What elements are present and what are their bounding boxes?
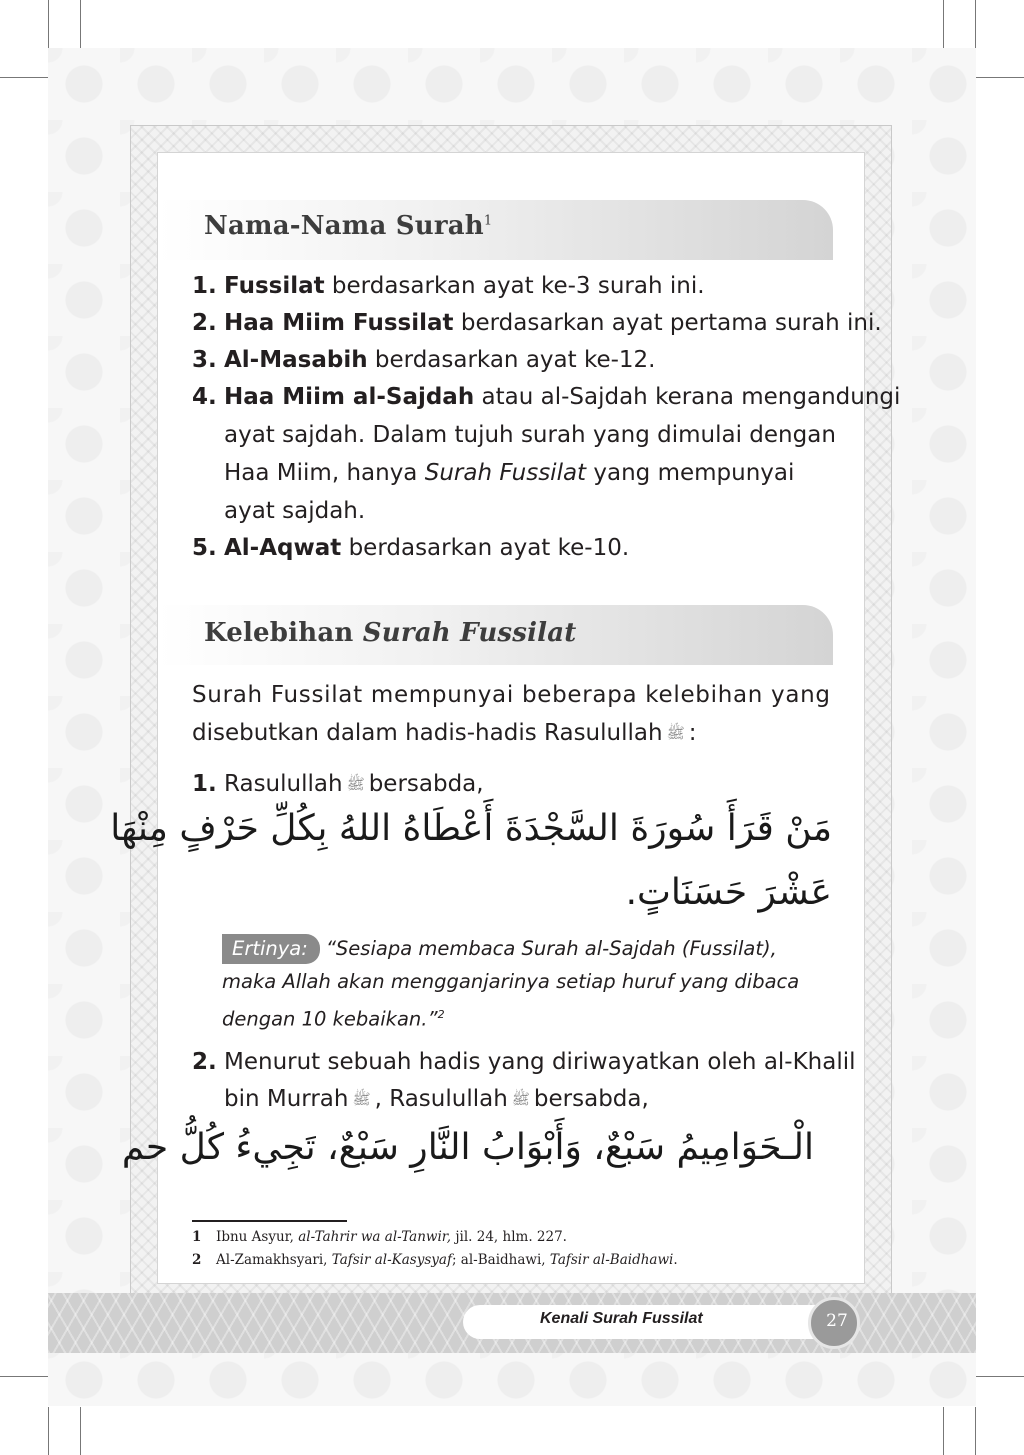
- section-title-text: Nama-Nama Surah: [204, 211, 484, 241]
- crop-mark: [0, 1376, 48, 1377]
- list-item: [224, 268, 705, 305]
- footer-book-title: Kenali Surah Fussilat: [540, 1310, 703, 1327]
- list-item: [224, 342, 655, 379]
- list-item-bold: Al-Masabih: [224, 347, 368, 373]
- text: bersabda,: [368, 771, 484, 797]
- crop-mark: [943, 1407, 944, 1455]
- salawat-icon: ﷺ: [666, 724, 685, 742]
- translation-line: [222, 998, 812, 1036]
- list-item-text: atau al-Sajdah kerana mengandungi: [474, 384, 901, 410]
- text: “Sesiapa membaca Surah al-Sajdah (Fussilat),: [325, 937, 777, 960]
- list-item: Menurut sebuah hadis yang diriwayatkan oleh al-Khalil: [224, 1049, 856, 1075]
- salawat-icon: ﷺ: [346, 775, 365, 793]
- crop-mark: [975, 1407, 976, 1455]
- italic-text: Surah Fussilat: [424, 460, 587, 486]
- section-title-nama-nama-surah: [204, 211, 492, 241]
- list-number: 5.: [192, 535, 217, 561]
- footnote-number: 1: [192, 1229, 202, 1245]
- list-item: [224, 305, 882, 342]
- list-item-continuation: ayat sajdah.: [224, 498, 366, 524]
- arabic-hadith-line: عَشْرَ حَسَنَاتٍ.: [625, 872, 832, 913]
- arabic-hadith-line: الْـحَوَامِيمُ سَبْعٌ، وَأَبْوَابُ النَّارِ سَبْعٌ، تَجِيءُ كُلُّ حم: [121, 1127, 814, 1168]
- crop-mark: [976, 1376, 1024, 1377]
- text: Ibnu Asyur,: [216, 1229, 299, 1245]
- list-item-text: berdasarkan ayat ke-3 surah ini.: [324, 273, 705, 299]
- page-number: 27: [826, 1311, 848, 1331]
- ertinya-badge: Ertinya:: [222, 934, 320, 964]
- footnote-number: 2: [192, 1252, 202, 1268]
- crop-mark: [48, 0, 49, 48]
- text: Al-Zamakhsyari,: [216, 1252, 332, 1268]
- text: yang mempunyai: [586, 460, 795, 486]
- radiallahu-icon: ﷺ: [352, 1090, 371, 1108]
- footnote: [192, 1252, 678, 1268]
- list-item-bold: Haa Miim al-Sajdah: [224, 384, 475, 410]
- text: ; al-Baidhawi,: [451, 1252, 550, 1268]
- text: , Rasulullah: [374, 1086, 508, 1112]
- list-item-bold: Haa Miim Fussilat: [224, 310, 454, 336]
- translation-line: maka Allah akan mengganjarinya setiap huruf yang dibaca: [222, 970, 800, 993]
- italic-text: al-Tahrir wa al-Tanwir,: [298, 1229, 452, 1245]
- list-item: [224, 766, 484, 803]
- footnote-ref: 1: [483, 213, 493, 229]
- list-item-continuation: [224, 455, 794, 492]
- text: jil. 24, hlm. 227.: [451, 1229, 567, 1245]
- text: dengan 10 kebaikan.”: [222, 1007, 438, 1031]
- list-number: 2.: [192, 1049, 217, 1075]
- crop-mark: [975, 0, 976, 48]
- list-item: [224, 379, 900, 416]
- list-item-text: berdasarkan ayat ke-10.: [341, 535, 630, 561]
- list-item-continuation: ayat sajdah. Dalam tujuh surah yang dimulai dengan: [224, 422, 836, 448]
- footnote-separator: [192, 1220, 347, 1222]
- list-number: 3.: [192, 347, 217, 373]
- list-item-bold: Fussilat: [224, 273, 325, 299]
- list-number: 4.: [192, 384, 217, 410]
- section-title-kelebihan: [204, 618, 577, 648]
- list-number: 1.: [192, 771, 217, 797]
- text: .: [673, 1252, 678, 1268]
- crop-mark: [943, 0, 944, 48]
- section-title-italic: Surah Fussilat: [362, 618, 577, 648]
- crop-mark: [80, 1407, 81, 1455]
- footnote-ref: 2: [437, 1008, 445, 1021]
- list-number: 1.: [192, 273, 217, 299]
- crop-mark: [80, 0, 81, 48]
- crop-mark: [976, 77, 1024, 78]
- intro-paragraph-line: [192, 715, 696, 752]
- footnote: [192, 1229, 567, 1245]
- crop-mark: [0, 77, 48, 78]
- list-number: 2.: [192, 310, 217, 336]
- list-item-continuation: [224, 1081, 649, 1118]
- arabic-hadith-line: مَنْ قَرَأَ سُورَةَ السَّجْدَةَ أَعْطَاهُ اللهُ بِكُلِّ حَرْفٍ مِنْهَا: [110, 808, 832, 849]
- salawat-icon: ﷺ: [511, 1090, 530, 1108]
- intro-paragraph-line: Surah Fussilat mempunyai beberapa kelebihan yang: [192, 682, 831, 708]
- italic-text: Tafsir al-Kasysyaf: [331, 1252, 452, 1268]
- text: disebutkan dalam hadis-hadis Rasulullah: [192, 720, 663, 746]
- text: Rasulullah: [224, 771, 343, 797]
- crop-mark: [48, 1407, 49, 1455]
- list-item-text: berdasarkan ayat pertama surah ini.: [453, 310, 882, 336]
- text: bersabda,: [533, 1086, 649, 1112]
- translation-line: [222, 932, 812, 965]
- text: :: [688, 720, 697, 746]
- italic-text: Tafsir al-Baidhawi: [549, 1252, 674, 1268]
- list-item-bold: Al-Aqwat: [224, 535, 342, 561]
- section-title-text: Kelebihan: [204, 618, 363, 648]
- text: bin Murrah: [224, 1086, 349, 1112]
- text: Haa Miim, hanya: [224, 460, 425, 486]
- list-item-text: berdasarkan ayat ke-12.: [367, 347, 656, 373]
- list-item: [224, 530, 629, 567]
